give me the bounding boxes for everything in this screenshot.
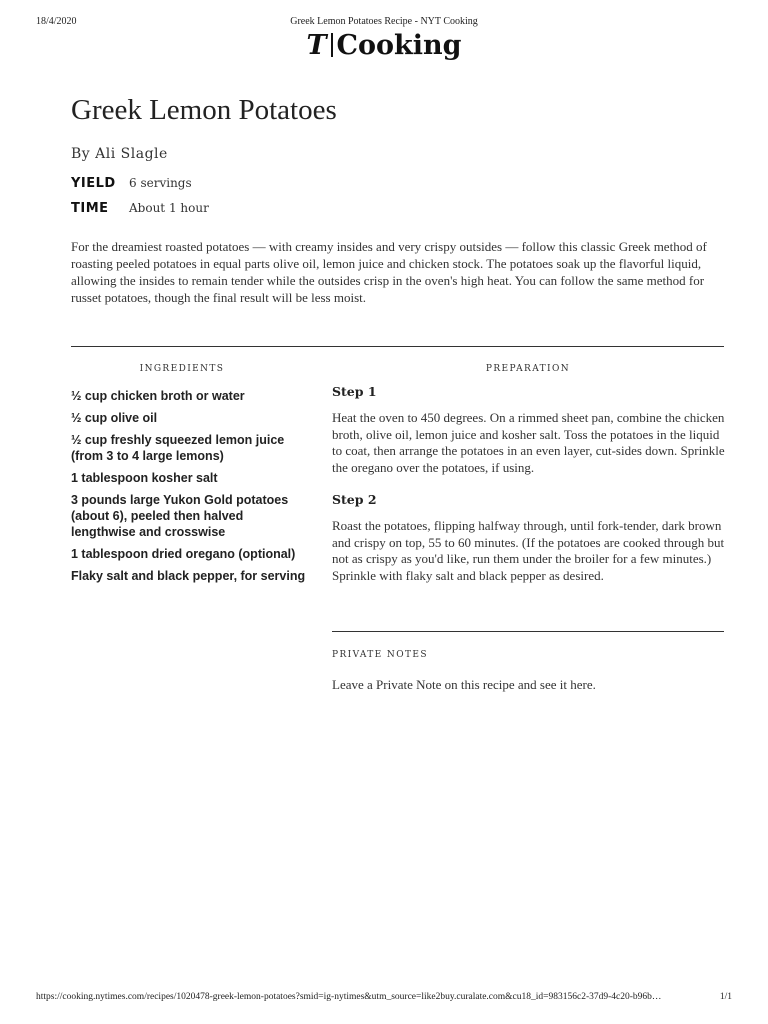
preparation-heading: PREPARATION [485, 364, 571, 374]
print-url: https://cooking.nytimes.com/recipes/1020478-greek-lemon-potatoes?smid=ig-nytimes&utm_source=like2buy.curalate.com&cu18_id=983156c2-37d9-4c20-b96b… [36, 992, 662, 1002]
notes-divider [332, 631, 724, 632]
preparation-steps [332, 384, 728, 600]
recipe-title: Greek Lemon Potatoes [71, 94, 337, 126]
print-date: 18/4/2020 [36, 16, 77, 27]
yield-label: YIELD [71, 176, 116, 191]
recipe-time [71, 201, 209, 216]
time-value: About 1 hour [129, 201, 209, 215]
private-notes-heading: PRIVATE NOTES [332, 650, 428, 660]
recipe-yield [71, 176, 192, 191]
nyt-cooking-logo[interactable] [0, 30, 768, 61]
ingredient-item: Flaky salt and black pepper, for serving [71, 569, 306, 583]
ingredient-item: 1 tablespoon dried oregano (optional) [71, 547, 296, 561]
step-1-text: Heat the oven to 450 degrees. On a rimmed sheet pan, combine the chicken broth, olive oil, lemon juice and kosher salt. Toss the potatoes in the liquid to coat, then arrange the potatoes in an even layer, cut-sides down. Sprinkle the oregano over the potatoes, if using. [332, 410, 725, 475]
yield-value: 6 servings [129, 176, 192, 190]
ingredient-item: 3 pounds large Yukon Gold potatoes (about 6), peeled then halved lengthwise and crosswise [71, 493, 289, 539]
ingredients-list [71, 388, 311, 590]
recipe-intro: For the dreamiest roasted potatoes — with creamy insides and very crispy outsides — follow this classic Greek method of roasting peeled potatoes in equal parts olive oil, lemon juice and chicken stock. The potatoes soak up the flavorful liquid, allowing the insides to remain tender while the outsides crisp in the oven's high heat. You can follow the same method for russet potatoes, though the final result will be less moist. [71, 239, 707, 305]
print-page-title: Greek Lemon Potatoes Recipe - NYT Cooking [290, 16, 478, 27]
logo-wordmark: Cooking [336, 30, 462, 61]
print-footer [36, 992, 732, 1006]
step-2-title: Step 2 [332, 492, 377, 507]
step-2-text: Roast the potatoes, flipping halfway through, until fork-tender, dark brown and crispy on top, 55 to 60 minutes. (If the potatoes are cooked through but not as crispy as you'd like, run them under the broiler for a few minutes.) Sprinkle with flaky salt and black pepper as desired. [332, 518, 725, 583]
step-1-title: Step 1 [332, 384, 377, 399]
section-divider [71, 346, 724, 347]
logo-divider [331, 33, 333, 57]
ingredients-heading: INGREDIENTS [139, 364, 225, 374]
ingredient-item: ½ cup olive oil [71, 411, 158, 425]
page-number: 1/1 [719, 992, 732, 1002]
ingredient-item: ½ cup freshly squeezed lemon juice (from 3 to 4 large lemons) [71, 433, 285, 463]
ingredient-item: ½ cup chicken broth or water [71, 389, 245, 403]
private-notes-link[interactable]: Leave a Private Note on this recipe and see it here. [332, 677, 596, 692]
print-header [36, 16, 732, 30]
ingredient-item: 1 tablespoon kosher salt [71, 471, 218, 485]
time-label: TIME [71, 201, 109, 216]
nyt-t-logo-icon: T [306, 30, 327, 61]
recipe-byline: By Ali Slagle [71, 146, 168, 162]
